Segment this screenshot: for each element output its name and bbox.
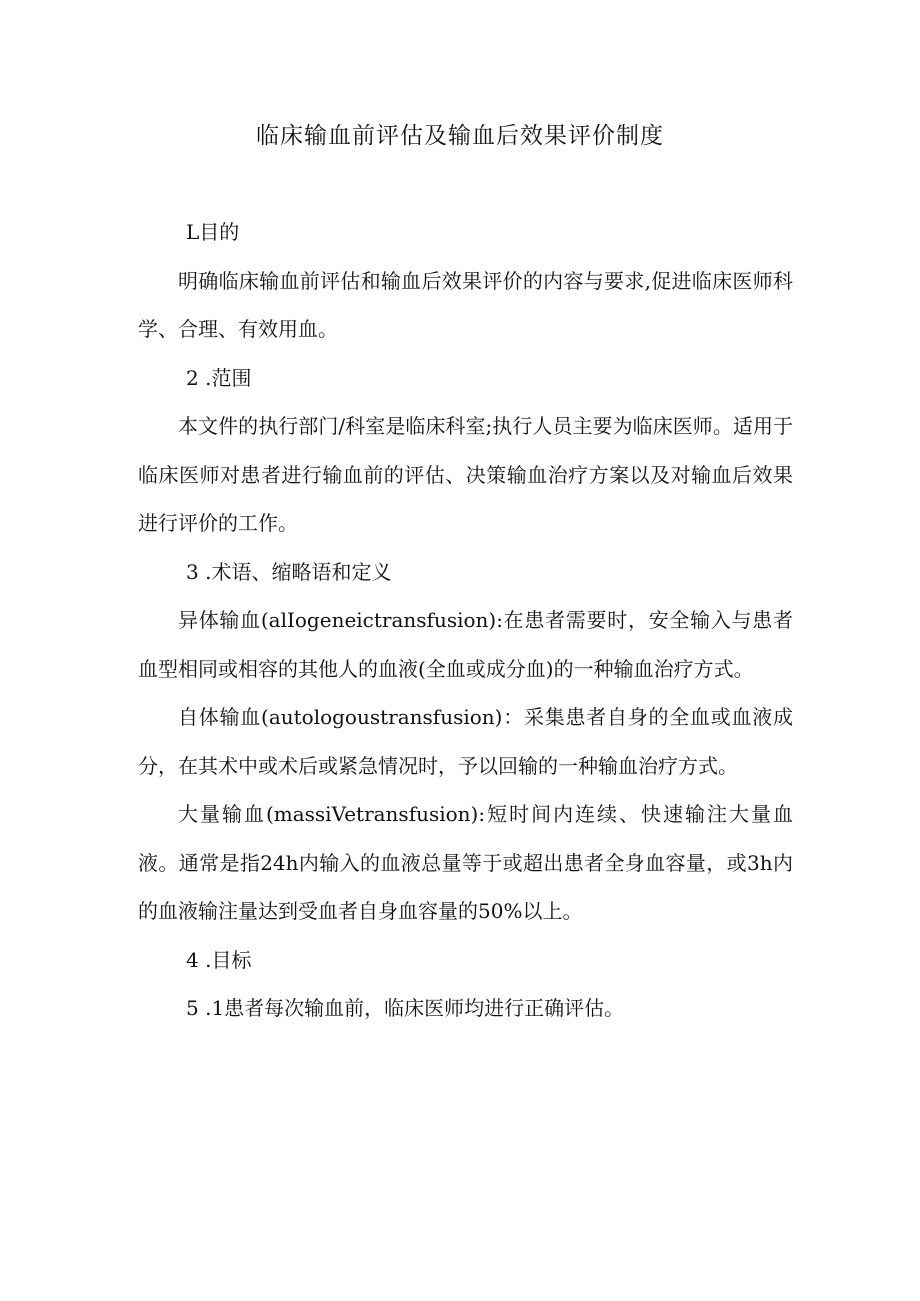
paragraph-autologous: 自体输血(autologoustransfusion)：采集患者自身的全血或血液成分，在其术中或术后或紧急情况时，予以回输的一种输血治疗方式。 xyxy=(138,705,793,778)
paragraph-purpose: 明确临床输血前评估和输血后效果评价的内容与要求,促进临床医师科学、合理、有效用血。 xyxy=(138,268,793,341)
paragraph-scope: 本文件的执行部门/科室是临床科室;执行人员主要为临床医师。适用于临床医师对患者进行输血前的评估、决策输血治疗方案以及对输血后效果进行评价的工作。 xyxy=(138,414,793,535)
paragraph-massive: 大量输血(massiVetransfusion):短时间内连续、快速输注大量血液。通常是指24h内输入的血液总量等于或超出患者全身血容量，或3h内的血液输注量达到受血者自身血容量的50%以上。 xyxy=(138,802,793,923)
section-heading-goals: 4 .目标 xyxy=(186,947,252,972)
document-body xyxy=(138,208,793,1033)
section-heading-terms: 3 .术语、缩略语和定义 xyxy=(186,559,392,584)
section-heading-scope: 2 .范围 xyxy=(186,365,252,390)
paragraph-allogeneic: 异体输血(alIogeneictransfusion):在患者需要时，安全输入与患者血型相同或相容的其他人的血液(全血或成分血)的一种输血治疗方式。 xyxy=(138,608,793,681)
section-heading-purpose: L目的 xyxy=(186,220,240,244)
goal-item-1: 5 .1患者每次输血前，临床医师均进行正确评估。 xyxy=(186,996,625,1020)
document-title: 临床输血前评估及输血后效果评价制度 xyxy=(256,123,664,149)
